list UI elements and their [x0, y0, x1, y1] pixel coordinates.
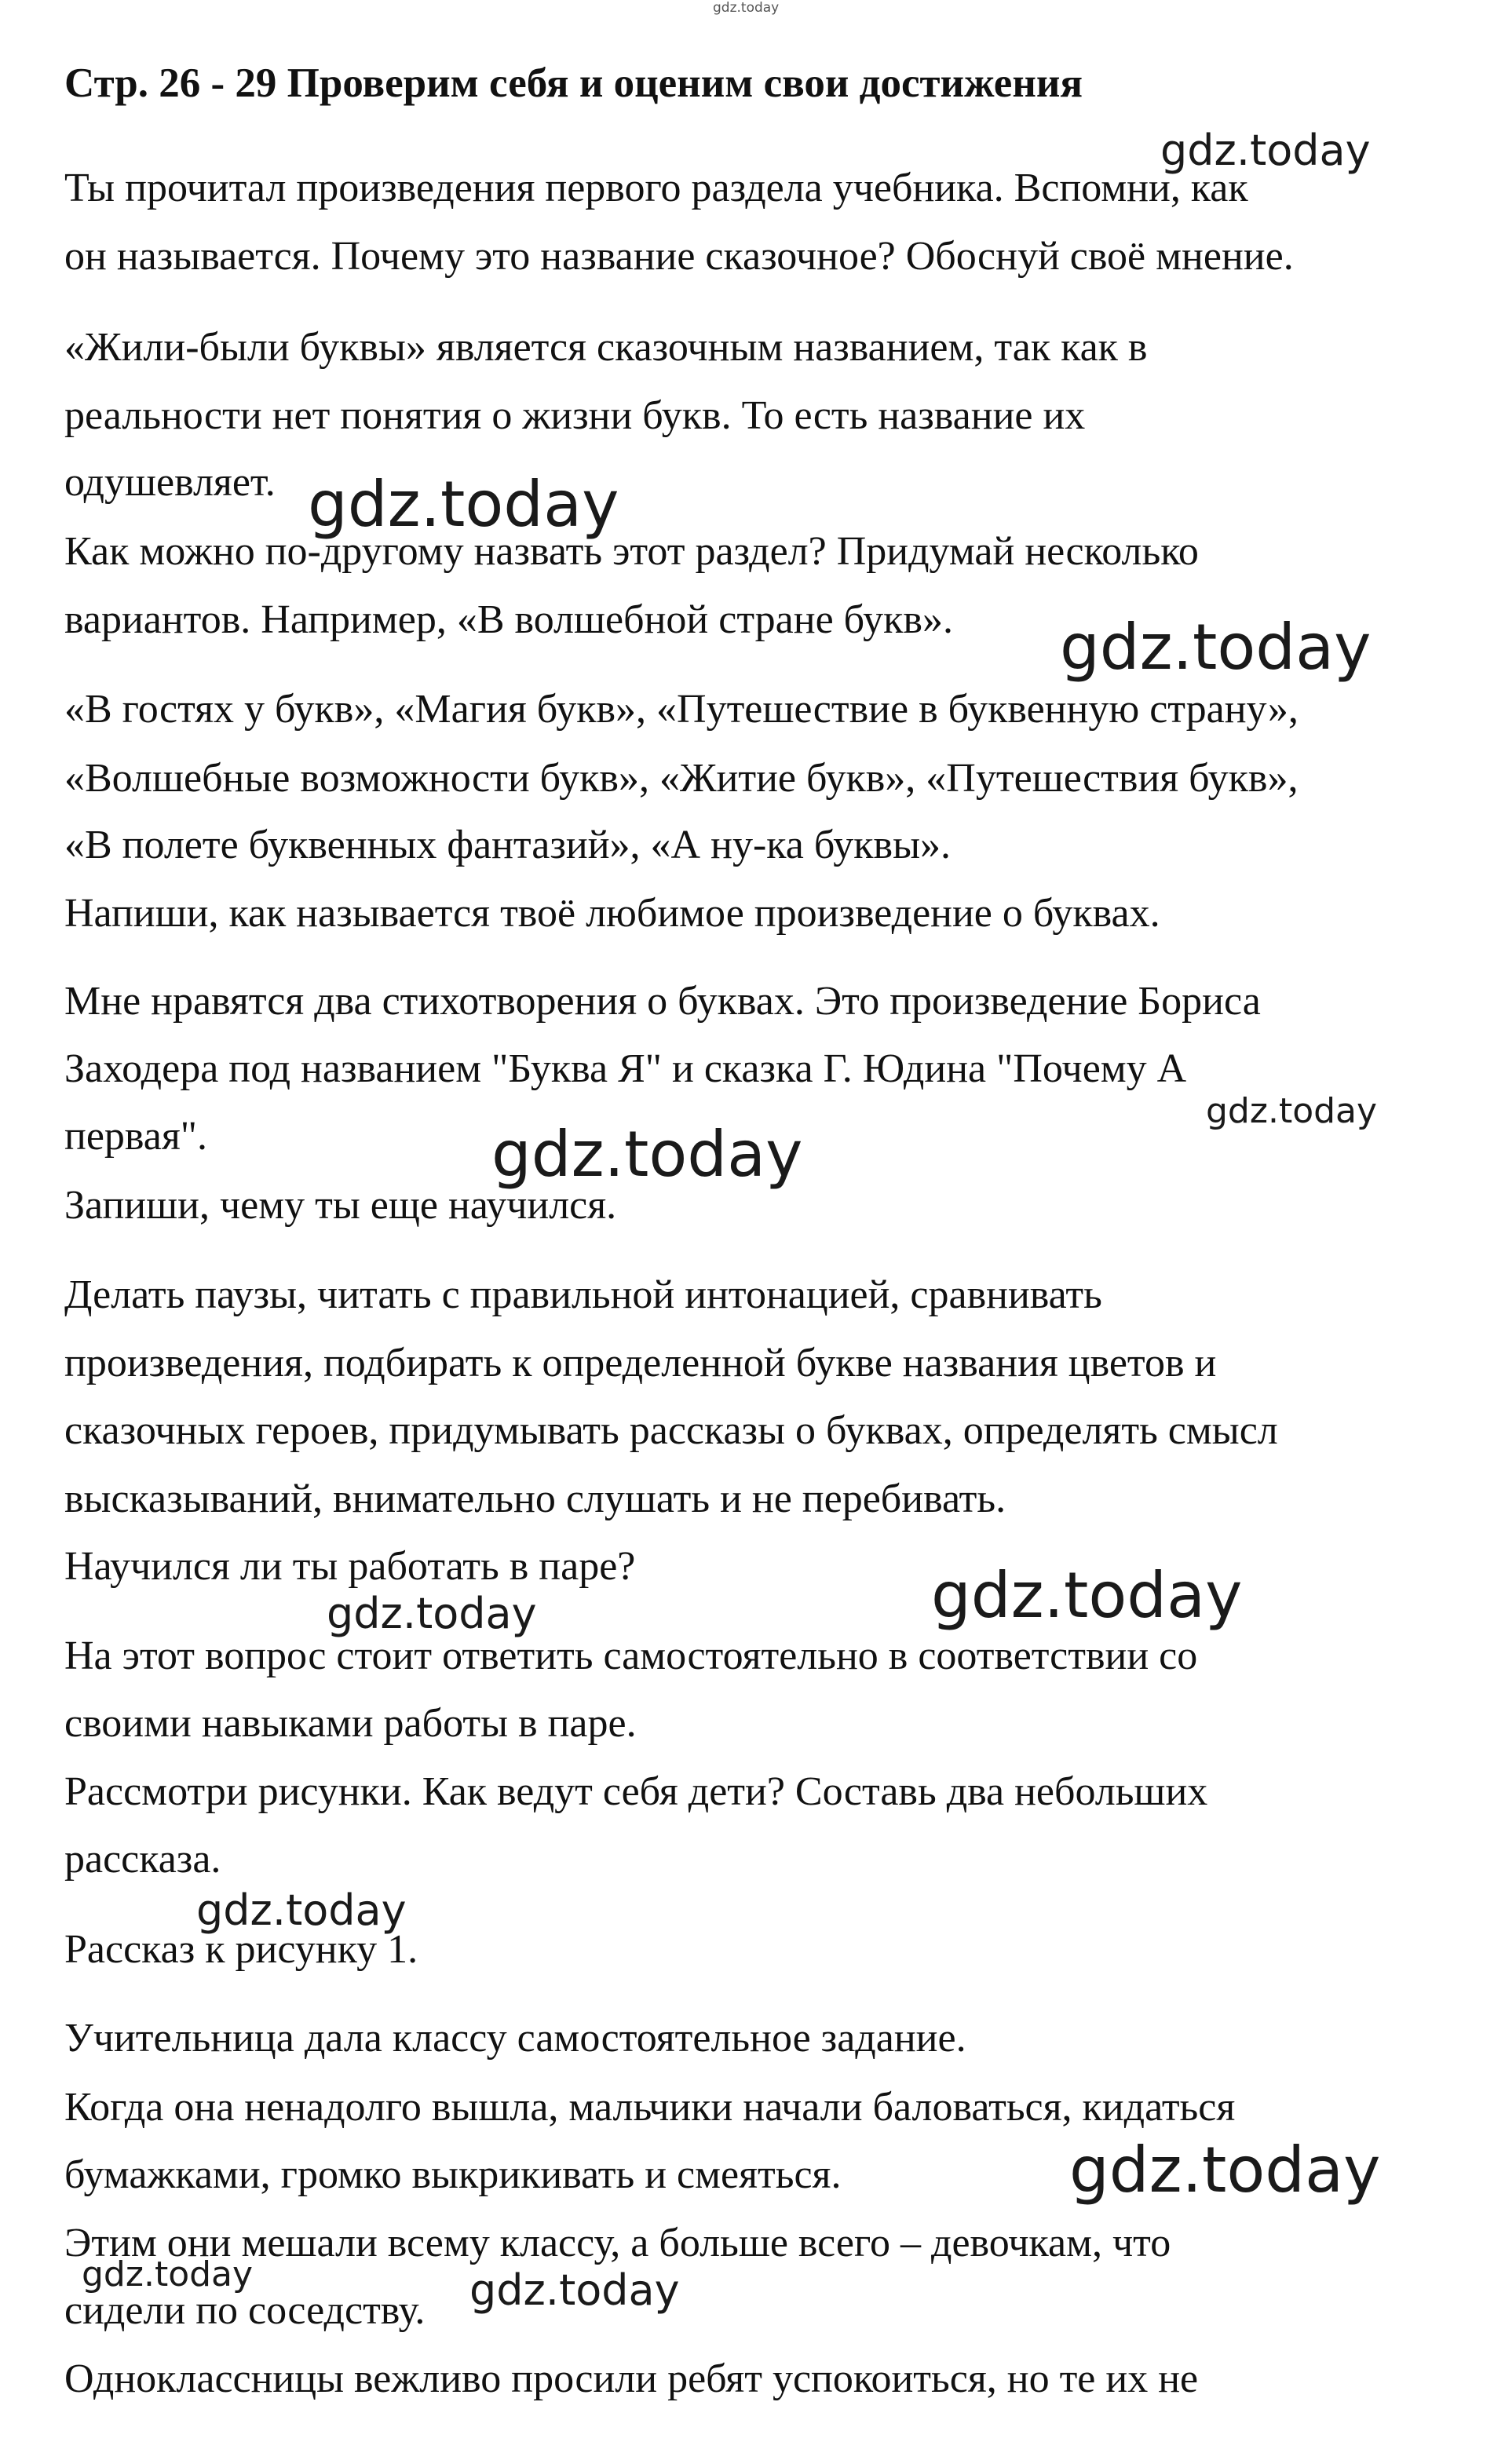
text-line: Одноклассницы вежливо просили ребят успокоиться, но те их не [64, 2356, 1199, 2401]
watermark: gdz.today [196, 1885, 407, 1935]
watermark: gdz.today [469, 2265, 680, 2315]
text-line: одушевляет. [64, 460, 276, 505]
text-line: Учительница дала классу самостоятельное задание. [64, 2016, 966, 2061]
text-line: Запиши, чему ты еще научился. [64, 1183, 617, 1228]
text-line: Делать паузы, читать с правильной интонацией, сравнивать [64, 1272, 1102, 1317]
text-line: Этим они мешали всему классу, а больше всего – девочкам, что [64, 2221, 1171, 2265]
watermark: gdz.today [1206, 1091, 1378, 1131]
watermark: gdz.today [82, 2254, 254, 2294]
text-line: «Волшебные возможности букв», «Житие букв», «Путешествия букв», [64, 756, 1299, 801]
text-line: вариантов. Например, «В волшебной стране букв». [64, 597, 953, 642]
watermark: gdz.today [327, 1589, 537, 1638]
text-line: бумажками, громко выкрикивать и смеяться. [64, 2152, 842, 2197]
text-line: «В гостях у букв», «Магия букв», «Путешествие в буквенную страну», [64, 687, 1299, 732]
text-line: произведения, подбирать к определенной букве названия цветов и [64, 1341, 1217, 1385]
watermark: gdz.today [491, 1118, 803, 1191]
watermark: gdz.today [1069, 2134, 1381, 2207]
text-line: он называется. Почему это название сказочное? Обоснуй своё мнение. [64, 234, 1294, 279]
watermark: gdz.today [1060, 611, 1372, 684]
text-line: Заходера под названием "Буква Я" и сказка Г. Юдина "Почему А [64, 1046, 1187, 1091]
text-line: Научился ли ты работать в паре? [64, 1544, 636, 1589]
text-line: «В полете буквенных фантазий», «А ну-ка буквы». [64, 823, 952, 867]
text-line: Ты прочитал произведения первого раздела учебника. Вспомни, как [64, 166, 1248, 210]
text-line: Напиши, как называется твоё любимое произведение о буквах. [64, 891, 1160, 936]
text-line: Когда она ненадолго вышла, мальчики начали баловаться, кидаться [64, 2085, 1236, 2130]
page-title: Стр. 26 - 29 Проверим себя и оценим свои достижения [64, 60, 1083, 106]
text-line: Мне нравятся два стихотворения о буквах. Это произведение Бориса [64, 979, 1261, 1024]
text-line: сказочных героев, придумывать рассказы о буквах, определять смысл [64, 1408, 1278, 1453]
text-line: сидели по соседству. [64, 2288, 426, 2333]
text-line: первая". [64, 1114, 207, 1159]
text-line: рассказа. [64, 1837, 221, 1882]
watermark: gdz.today [308, 468, 619, 541]
watermark: gdz.today [713, 0, 780, 16]
text-line: Рассказ к рисунку 1. [64, 1927, 418, 1972]
text-line: своими навыками работы в паре. [64, 1701, 637, 1746]
text-line: высказываний, внимательно слушать и не перебивать. [64, 1477, 1006, 1521]
text-line: «Жили-были буквы» является сказочным названием, так как в [64, 325, 1148, 370]
text-line: Как можно по-другому назвать этот раздел? Придумай несколько [64, 529, 1199, 574]
watermark: gdz.today [931, 1559, 1243, 1632]
watermark: gdz.today [1160, 126, 1371, 175]
text-line: Рассмотри рисунки. Как ведут себя дети? Составь два небольших [64, 1769, 1208, 1814]
text-line: На этот вопрос стоит ответить самостоятельно в соответствии со [64, 1634, 1198, 1678]
text-line: реальности нет понятия о жизни букв. То есть название их [64, 393, 1086, 438]
